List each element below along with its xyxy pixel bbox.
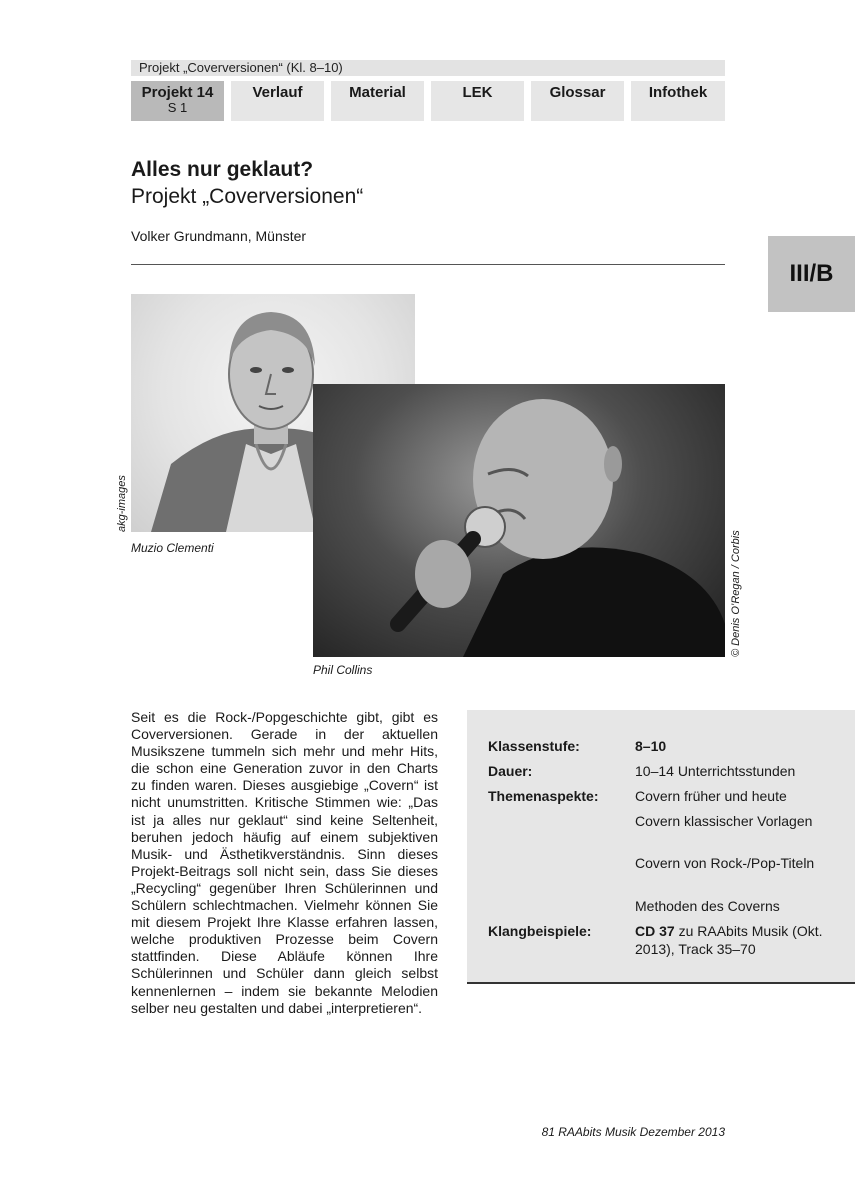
info-value-themen-3: Covern von Rock-/Pop-Titeln	[635, 855, 815, 871]
tab-lek[interactable]: LEK	[431, 81, 524, 121]
info-value-klang	[635, 923, 835, 958]
footer: 81 RAAbits Musik Dezember 2013	[541, 1125, 725, 1139]
tab-projekt[interactable]	[131, 81, 224, 121]
info-box	[467, 710, 855, 984]
tab-infothek[interactable]: Infothek	[631, 81, 725, 121]
tab-material[interactable]: Material	[331, 81, 424, 121]
divider	[131, 264, 725, 265]
caption-right: Phil Collins	[313, 663, 373, 677]
caption-left: Muzio Clementi	[131, 541, 214, 555]
info-label-themen: Themenaspekte:	[488, 788, 599, 804]
info-value-themen-4: Methoden des Coverns	[635, 898, 780, 914]
page-title: Alles nur geklaut?	[131, 158, 314, 181]
page-subtitle: Projekt „Coverversionen“	[131, 185, 364, 208]
info-value-klang-rest: zu RAAbits Musik (Okt. 2013), Track 35–70	[635, 923, 823, 957]
info-value-themen-2: Covern klassischer Vorlagen	[635, 813, 813, 829]
author: Volker Grundmann, Münster	[131, 228, 307, 244]
credit-left: akg-images	[116, 475, 128, 532]
info-label-dauer: Dauer:	[488, 763, 533, 779]
tab-projekt-label: Projekt 14	[141, 84, 214, 101]
photo-collins-drawing	[313, 384, 725, 657]
info-label-klassenstufe: Klassenstufe:	[488, 738, 580, 754]
tab-verlauf[interactable]: Verlauf	[231, 81, 324, 121]
project-line: Projekt „Coverversionen“ (Kl. 8–10)	[131, 60, 725, 76]
info-value-themen-1: Covern früher und heute	[635, 788, 787, 804]
info-value-klassenstufe: 8–10	[635, 738, 667, 754]
tab-glossar[interactable]: Glossar	[531, 81, 624, 121]
body-text: Seit es die Rock-/Popgeschichte gibt, gibt es Coverversionen. Gerade in der aktuellen Musikszene tummeln sich mehr und mehr Hits, die schon eine Generation zuvor in den Charts zu finden waren. Dieses ausgiebige „Covern“ ist nicht unumstritten. Kritische Stimmen wie: „Das ist ja alles nur geklaut“ sind keine Seltenheit, beruhen jedoch häufig auf einem subjektiven Musik- und Ästhetikverständnis. Sinn dieses Projekt-Beitrags soll nicht sein, dass Sie dieses „Recycling“ gegenüber Ihren Schülerinnen und Schülern schlechtmachen. Vielmehr können Sie mit diesem Projekt Ihre Klasse erfahren lassen, welche produktiven Prozesse beim Covern stattfinden. Diese Abläufe können Ihre Schülerinnen und Schüler dann gleich selbst kennenlernen – indem sie bekannte Melodien selber neu gestalten und dabei „interpretieren“.	[131, 709, 438, 1016]
tab-projekt-sub: S 1	[167, 100, 188, 115]
info-value-dauer: 10–14 Unterrichtsstunden	[635, 763, 796, 779]
section-badge: III/B	[768, 236, 855, 312]
photo-collins-image	[313, 384, 725, 657]
credit-right: © Denis O’Regan / Corbis	[730, 530, 742, 657]
info-label-klang: Klangbeispiele:	[488, 923, 592, 939]
info-value-klang-cd: CD 37	[635, 923, 675, 939]
